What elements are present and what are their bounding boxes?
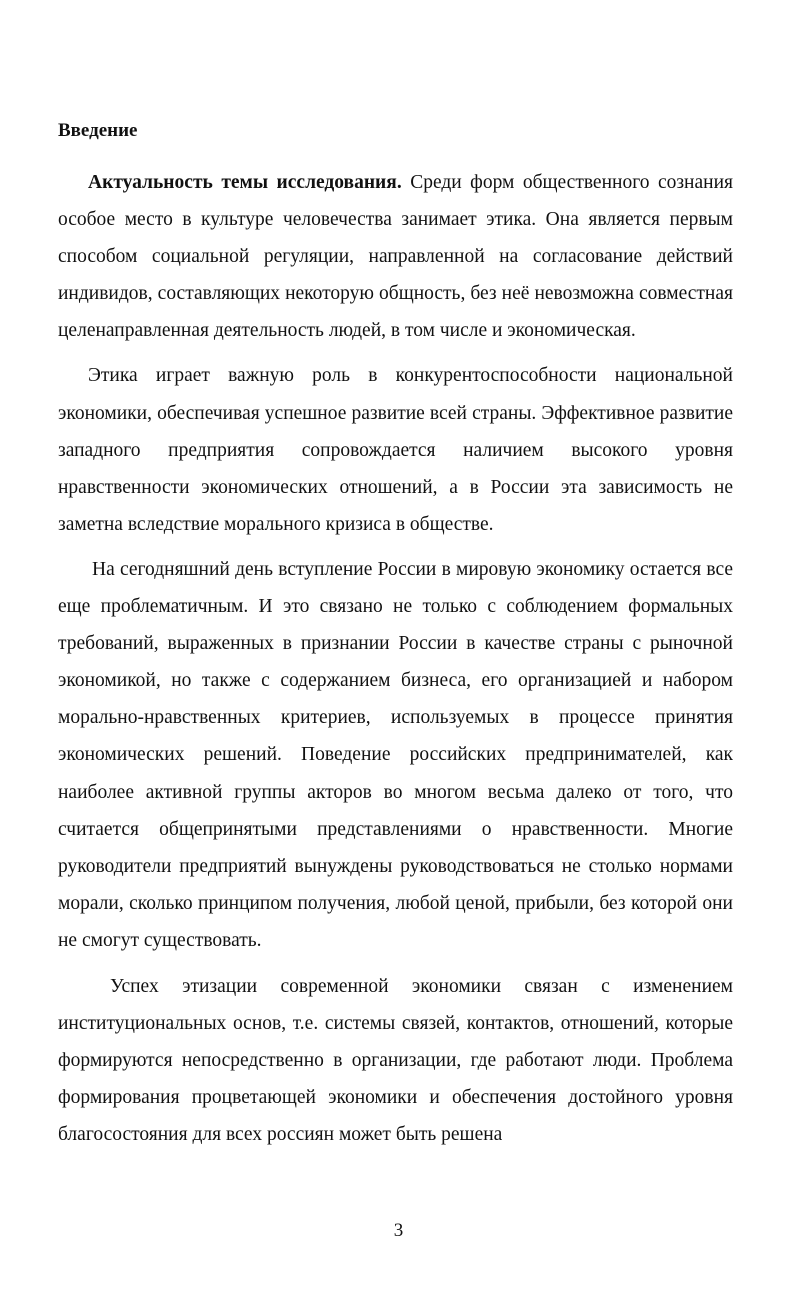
paragraph-lead: Актуальность темы исследования. — [88, 172, 402, 193]
paragraph-relevance — [58, 164, 733, 349]
paragraph-text: Среди форм общественного сознания особое место в культуре человечества занимает этика. Она является первым способом социальной регуляции, направленной на согласование действий индивидов, составляющих некоторую общность, без неё невозможна совместная целенаправленная деятельность людей, в том числе и экономическая. — [58, 172, 733, 342]
paragraph-ethics-role: Этика играет важную роль в конкурентоспособности национальной экономики, обеспечивая успешное развитие всей страны. Эффективное развитие западного предприятия сопровождается наличием высокого уровня нравственности экономических отношений, а в России эта зависимость не заметна вследствие морального кризиса в обществе. — [58, 365, 733, 535]
document-body — [58, 108, 733, 1153]
paragraph-ethization: Успех этизации современной экономики связан с изменением институциональных основ, т.е. системы связей, контактов, отношений, которые формируются непосредственно в организации, где работают люди. Проблема формирования процветающей экономики и обеспечения достойного уровня благосостояния для всех россиян может быть решена — [58, 975, 733, 1146]
section-heading: Введение — [58, 120, 138, 141]
page-number: 3 — [393, 1220, 404, 1241]
paragraph-world-economy: На сегодняшний день вступление России в мировую экономику остается все еще проблематичным. И это связано не только с соблюдением формальных требований, выраженных в признании России в качестве страны с рыночной экономикой, но также с содержанием бизнеса, его организацией и набором морально-нравственных критериев, используемых в процессе принятия экономических решений. Поведение российских предпринимателей, как наиболее активной группы акторов во многом весьма далеко от того, что считается общепринятыми представлениями о нравственности. Многие руководители предприятий вынуждены руководствоваться не столько нормами морали, сколько принципом получения, любой ценой, прибыли, без которой они не смогут существовать. — [58, 558, 733, 951]
